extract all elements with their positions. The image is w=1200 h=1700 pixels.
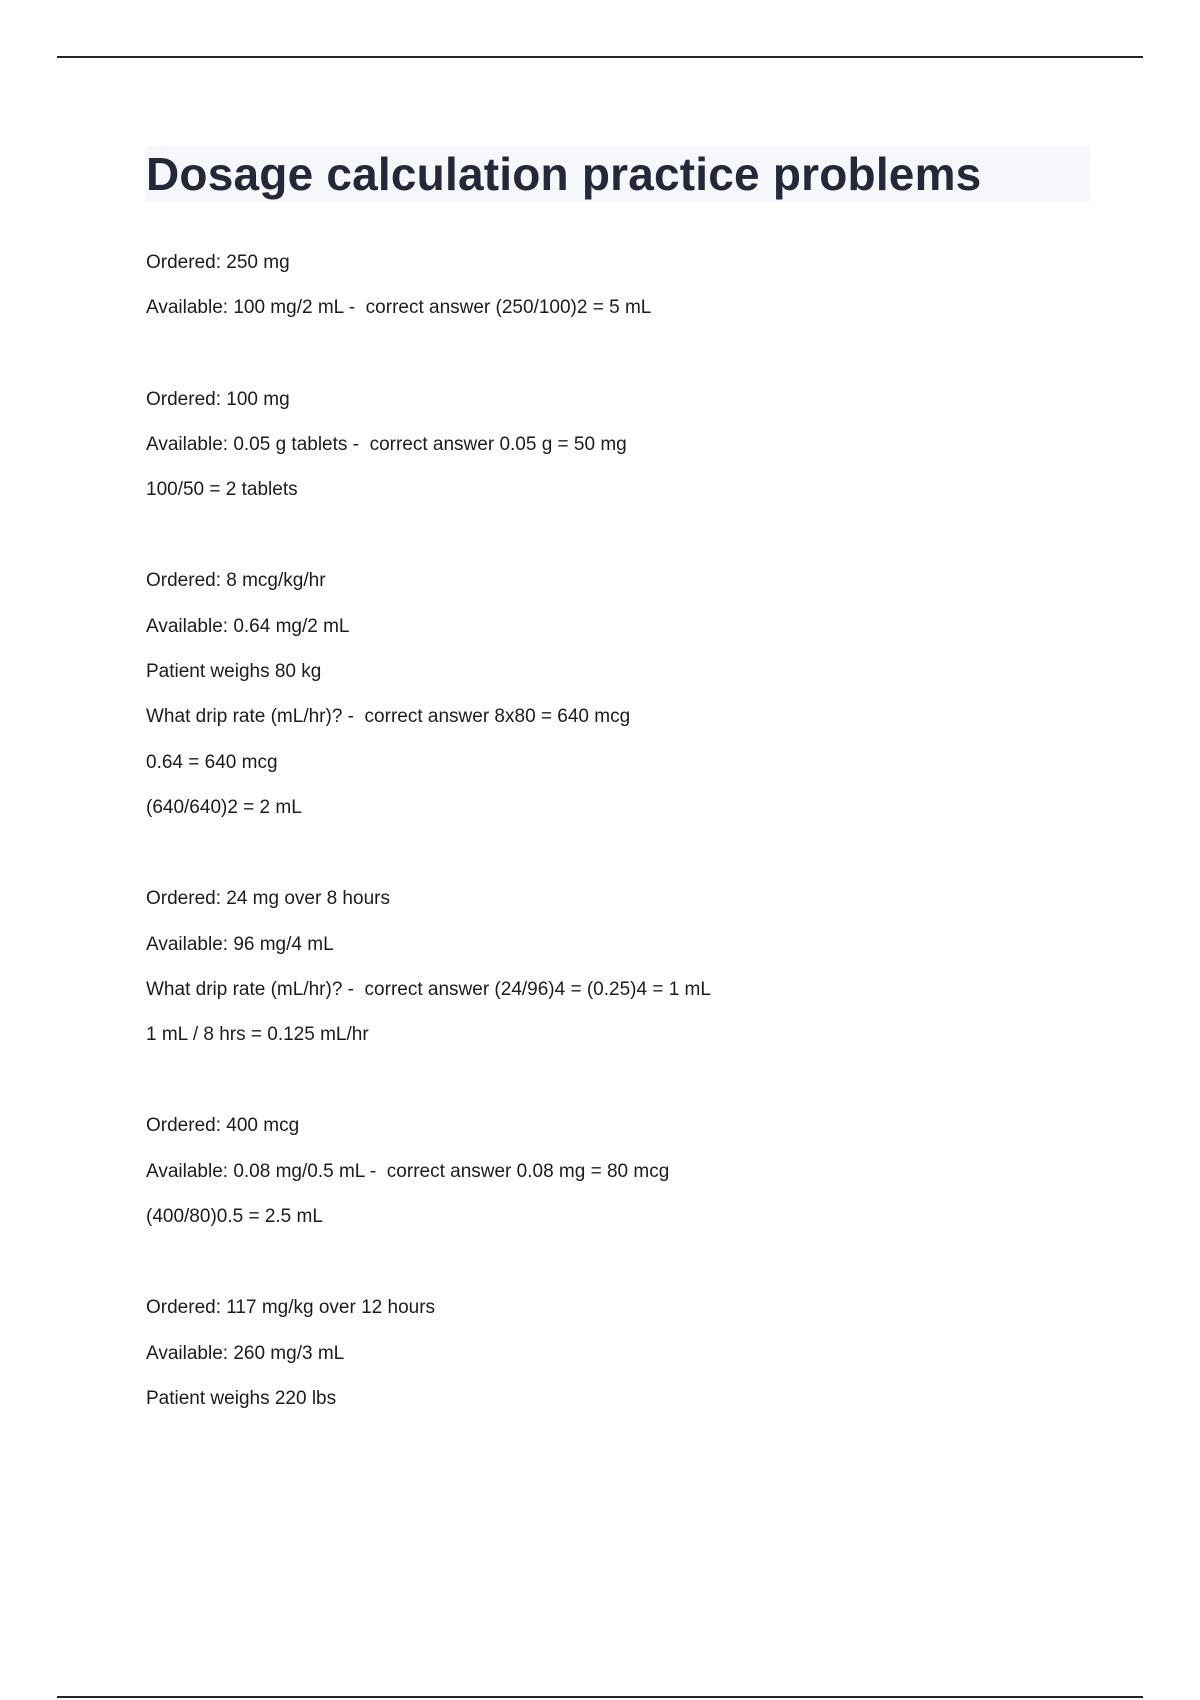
problem-4 <box>146 876 1090 1057</box>
problem-line: Ordered: 400 mcg <box>146 1115 300 1137</box>
document-body <box>146 146 1090 1467</box>
problem-5 <box>146 1103 1090 1239</box>
problem-line: Ordered: 8 mcg/kg/hr <box>146 570 326 592</box>
top-divider <box>57 56 1143 58</box>
problem-line: Ordered: 24 mg over 8 hours <box>146 888 390 910</box>
title-band <box>146 146 1090 202</box>
problem-line: What drip rate (mL/hr)? - correct answer 8x80 = 640 mcg <box>146 706 631 728</box>
problem-2 <box>146 377 1090 513</box>
problem-line: Ordered: 250 mg <box>146 252 290 273</box>
bottom-divider <box>57 1696 1143 1698</box>
problem-line: Ordered: 100 mg <box>146 388 290 410</box>
problem-line: 1 mL / 8 hrs = 0.125 mL/hr <box>146 1024 369 1046</box>
problem-line: Available: 260 mg/3 mL <box>146 1342 345 1364</box>
problem-line: Available: 0.05 g tablets - correct answer 0.05 g = 50 mg <box>146 433 627 455</box>
problem-line: 0.64 = 640 mcg <box>146 751 278 773</box>
problem-6 <box>146 1285 1090 1421</box>
problem-line: Ordered: 117 mg/kg over 12 hours <box>146 1297 436 1319</box>
problem-line: 100/50 = 2 tablets <box>146 479 298 501</box>
document-title: Dosage calculation practice problems <box>146 148 982 200</box>
problem-1 <box>146 240 1090 331</box>
problem-line: Available: 0.64 mg/2 mL <box>146 615 350 637</box>
problem-line: (640/640)2 = 2 mL <box>146 796 302 818</box>
problem-line: What drip rate (mL/hr)? - correct answer (24/96)4 = (0.25)4 = 1 mL <box>146 978 711 1000</box>
problem-line: Available: 96 mg/4 mL <box>146 933 334 955</box>
problem-3 <box>146 558 1090 830</box>
problem-line: (400/80)0.5 = 2.5 mL <box>146 1206 323 1228</box>
problem-line: Patient weighs 220 lbs <box>146 1387 337 1409</box>
problem-line: Patient weighs 80 kg <box>146 661 322 683</box>
problem-line: Available: 0.08 mg/0.5 mL - correct answer 0.08 mg = 80 mcg <box>146 1160 670 1182</box>
problem-line: Available: 100 mg/2 mL - correct answer (250/100)2 = 5 mL <box>146 297 652 319</box>
